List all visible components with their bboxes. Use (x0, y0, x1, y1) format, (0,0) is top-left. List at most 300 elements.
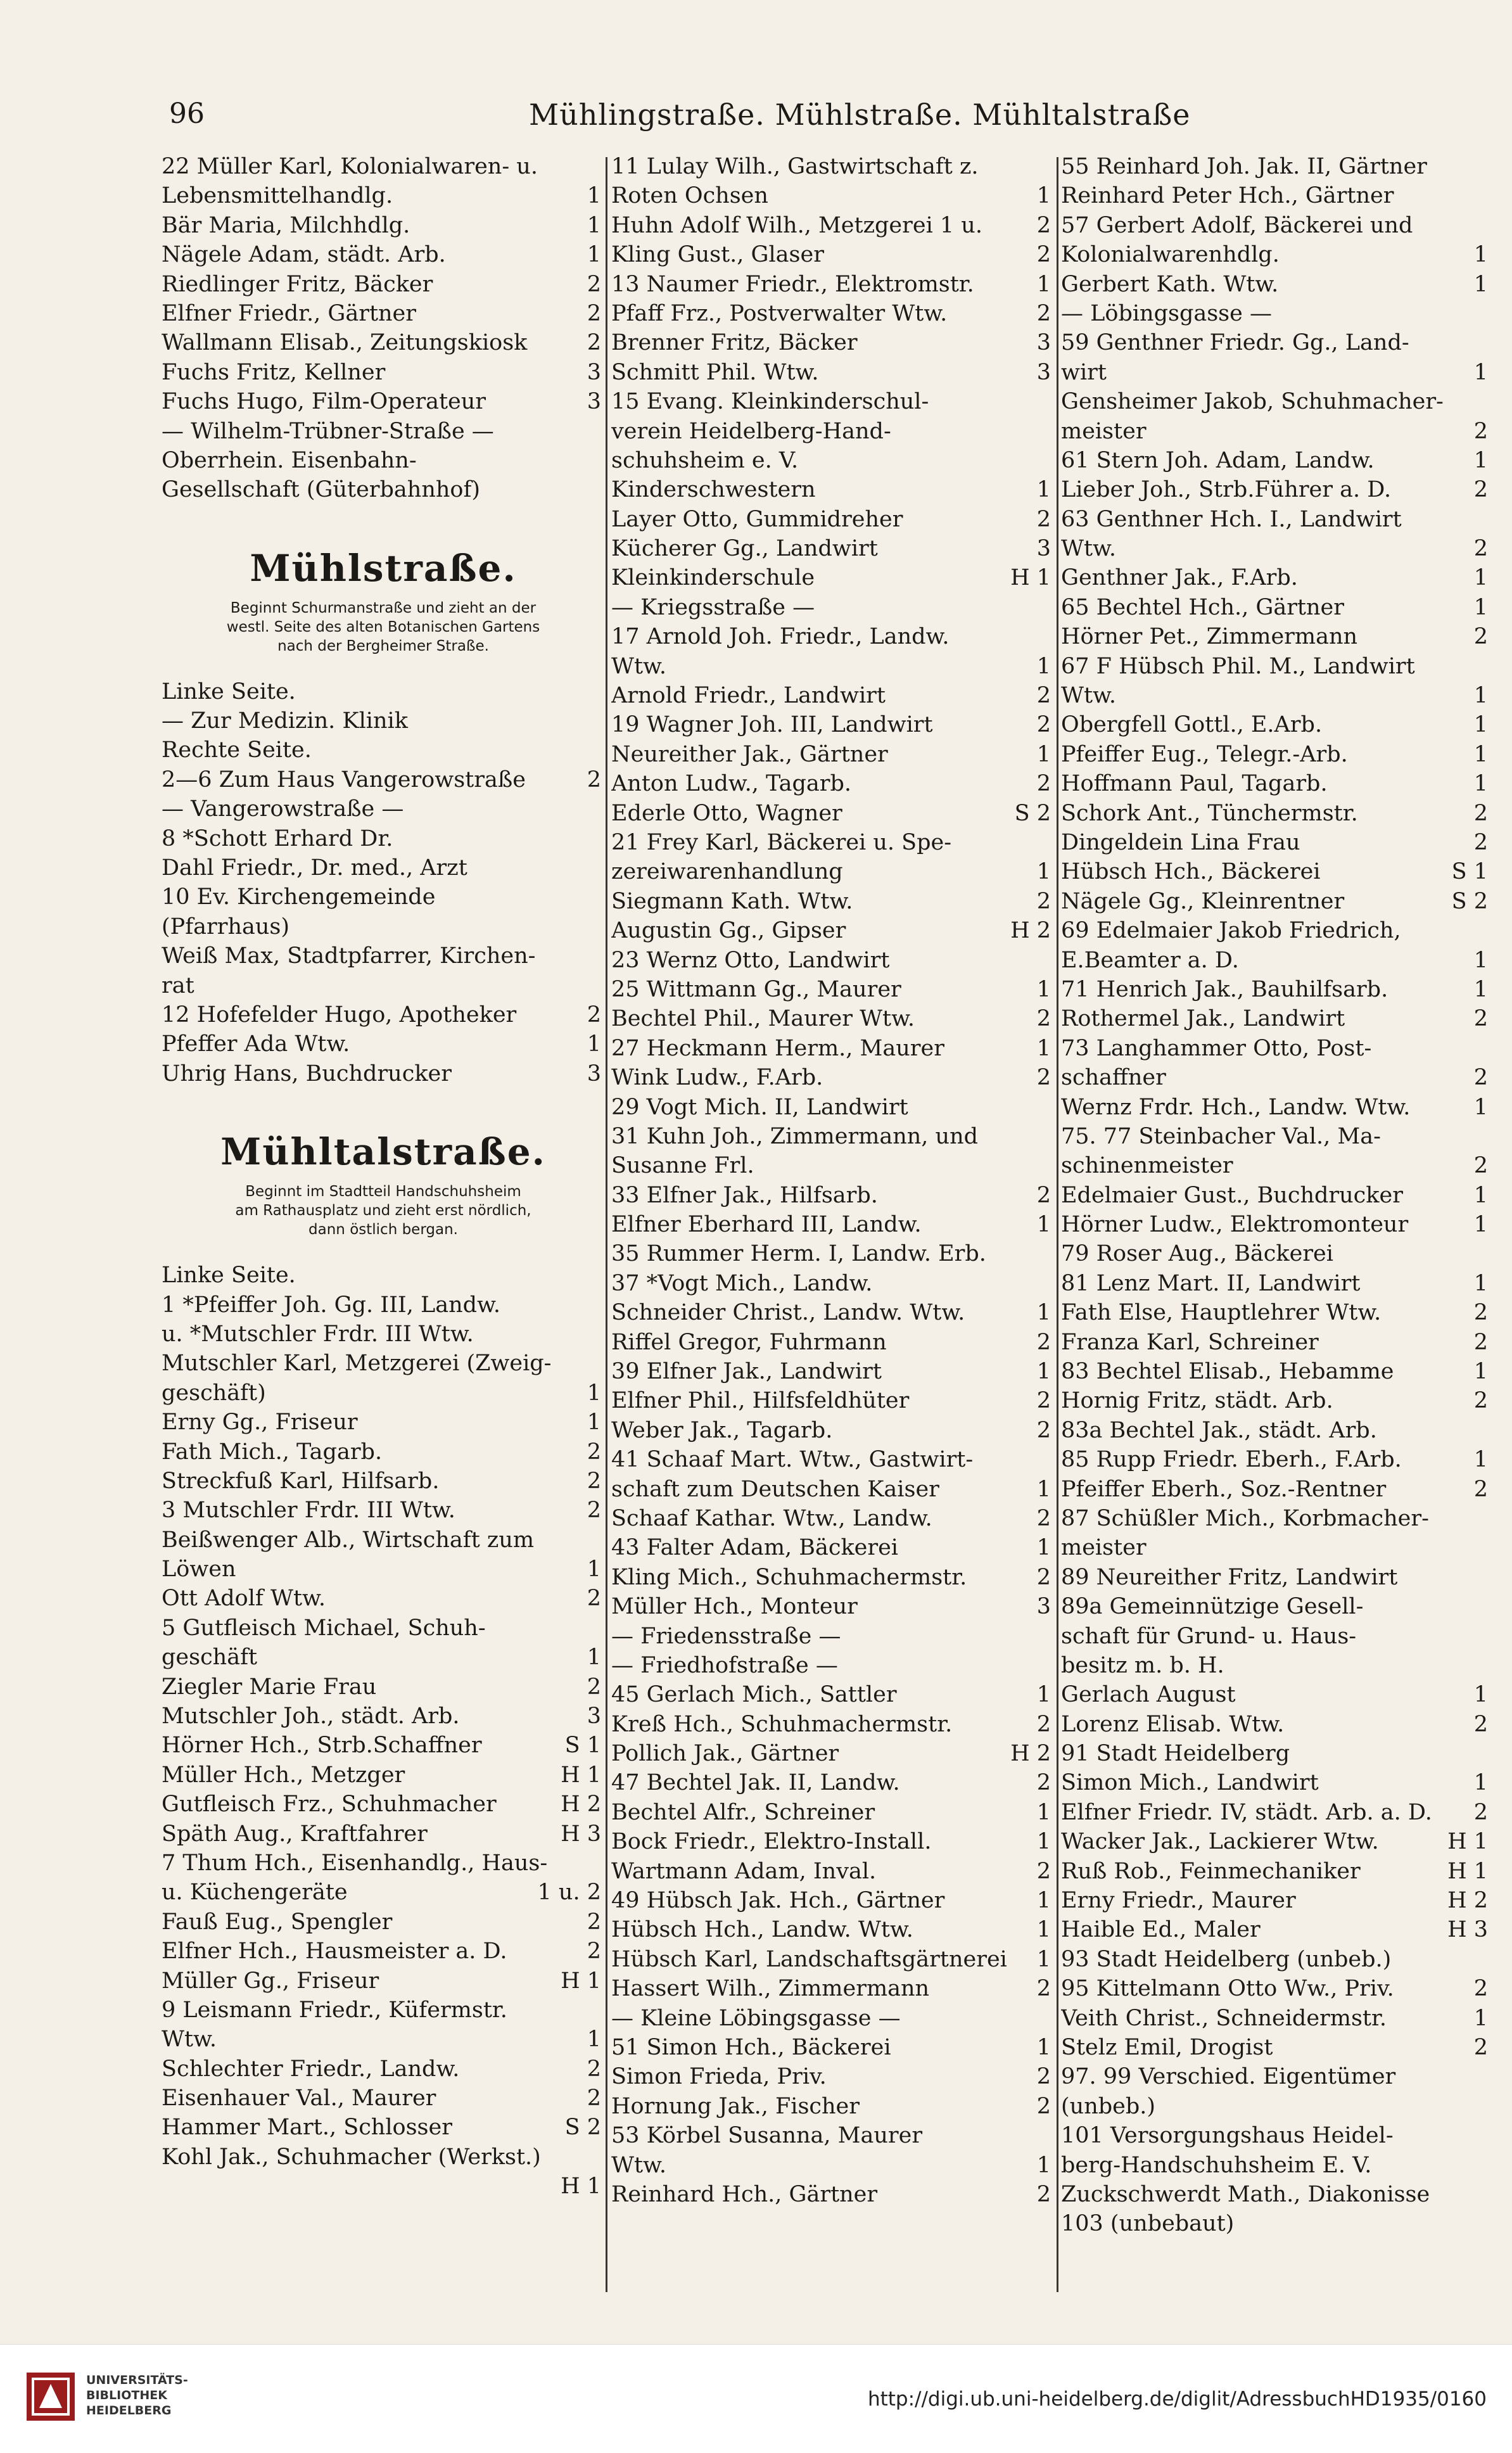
entry-text: 1 *Pfeiffer Joh. Gg. III, Landw. (162, 1292, 500, 1318)
directory-entry (1061, 1827, 1492, 1856)
floor-marker: 1 (587, 183, 601, 209)
directory-entry (1061, 622, 1492, 651)
directory-entry (611, 1739, 1055, 1768)
entry-text: verein Heidelberg-Hand- (611, 418, 891, 444)
entry-text: Löwen (162, 1557, 236, 1583)
directory-entry (1061, 1239, 1492, 1268)
directory-entry (611, 887, 1055, 916)
entry-text: besitz m. b. H. (1061, 1652, 1224, 1678)
directory-entry (1061, 1151, 1492, 1180)
directory-entry (611, 152, 1055, 181)
directory-entry (1061, 1269, 1492, 1298)
directory-entry (611, 799, 1055, 828)
floor-marker: 2 (1036, 1505, 1051, 1531)
floor-marker: 1 (1473, 1359, 1488, 1385)
permalink[interactable]: http://digi.ub.uni-heidelberg.de/diglit/AdressbuchHD1935/0160 (867, 2388, 1487, 2411)
floor-marker: 2 (587, 271, 601, 297)
directory-entry (1061, 1622, 1492, 1651)
floor-marker: 1 (1473, 1447, 1488, 1473)
directory-entry (162, 941, 605, 971)
entry-text: 45 Gerlach Mich., Sattler (611, 1682, 897, 1708)
floor-marker: H 1 (1447, 1829, 1488, 1855)
entry-text: 43 Falter Adam, Bäckerei (611, 1535, 899, 1561)
entry-text: Kling Mich., Schuhmachermstr. (611, 1564, 967, 1590)
floor-marker: 2 (1473, 1065, 1488, 1091)
directory-entry (1061, 916, 1492, 945)
entry-text: 10 Ev. Kirchengemeinde (162, 884, 436, 910)
entry-text: 23 Wernz Otto, Landwirt (611, 947, 890, 973)
directory-entry (611, 1181, 1055, 1210)
entry-text: — Kleine Löbingsgasse — (611, 2005, 901, 2031)
directory-entry (162, 971, 605, 1000)
directory-entry (1061, 2033, 1492, 2062)
entry-text: 33 Elfner Jak., Hilfsarb. (611, 1182, 878, 1208)
entry-text: Brenner Fritz, Bäcker (611, 330, 858, 356)
floor-marker: 3 (587, 1061, 601, 1086)
floor-marker: 2 (1473, 1006, 1488, 1032)
entry-text: Anton Ludw., Tagarb. (611, 771, 852, 797)
floor-marker: 1 (587, 2027, 601, 2053)
floor-marker: 2 (1036, 1564, 1051, 1590)
directory-entry (611, 1857, 1055, 1886)
floor-marker: 1 (1473, 565, 1488, 591)
entry-text: Hörner Hch., Strb.Schaffner (162, 1733, 482, 1759)
floor-marker: 2 (1036, 1711, 1051, 1737)
directory-entry (611, 681, 1055, 710)
entry-text: 7 Thum Hch., Eisenhandlg., Haus- (162, 1850, 548, 1876)
directory-entry (162, 1408, 605, 1437)
directory-entry (1061, 1533, 1492, 1562)
entry-text: 22 Müller Karl, Kolonialwaren- u. (162, 154, 538, 179)
directory-entry (1061, 1328, 1492, 1357)
entry-text: — Zur Medizin. Klinik (162, 708, 408, 734)
directory-entry (611, 975, 1055, 1004)
entry-text: Edelmaier Gust., Buchdrucker (1061, 1182, 1403, 1208)
floor-marker: 2 (1036, 1182, 1051, 1208)
directory-entry (162, 882, 605, 912)
directory-entry (611, 1210, 1055, 1239)
directory-entry (611, 1386, 1055, 1415)
directory-entry (611, 740, 1055, 769)
entry-text: — Kriegsstraße — (611, 594, 815, 620)
street-heading: Mühltalstraße. (220, 1130, 546, 1174)
floor-marker: 1 (1036, 653, 1051, 679)
directory-entry (162, 1526, 605, 1555)
entry-text: 2—6 Zum Haus Vangerowstraße (162, 767, 526, 793)
directory-entry (162, 1349, 605, 1378)
floor-marker: 1 (1473, 359, 1488, 385)
floor-marker: S 2 (564, 2115, 601, 2141)
directory-entry (611, 1886, 1055, 1915)
directory-entry (162, 1849, 605, 1878)
directory-entry (1061, 1768, 1492, 1797)
directory-entry (1061, 1122, 1492, 1151)
entry-text: Weber Jak., Tagarb. (611, 1417, 833, 1443)
entry-text: Layer Otto, Gummidreher (611, 506, 903, 532)
floor-marker: 2 (1036, 300, 1051, 326)
floor-marker: 2 (1473, 477, 1488, 503)
directory-entry (162, 1643, 605, 1672)
floor-marker: H 3 (1447, 1917, 1488, 1943)
entry-text: 21 Frey Karl, Bäckerei u. Spe- (611, 829, 952, 855)
entry-text: Rothermel Jak., Landwirt (1061, 1006, 1345, 1032)
entry-text: Riffel Gregor, Fuhrmann (611, 1329, 887, 1355)
directory-entry (1061, 299, 1492, 328)
directory-entry (1061, 270, 1492, 299)
directory-entry (1061, 1416, 1492, 1445)
floor-marker: H 2 (1010, 918, 1051, 944)
directory-entry (611, 769, 1055, 798)
floor-marker: 1 (1036, 1476, 1051, 1502)
directory-entry (162, 677, 605, 706)
entry-text: Gutfleisch Frz., Schuhmacher (162, 1792, 497, 1818)
directory-entry (1061, 1445, 1492, 1474)
entry-text: Wernz Frdr. Hch., Landw. Wtw. (1061, 1094, 1411, 1120)
entry-text: Hübsch Karl, Landschaftsgärtnerei (611, 1946, 1007, 1972)
floor-marker: 2 (587, 330, 601, 356)
floor-marker: 1 (1036, 2152, 1051, 2178)
entry-text: 85 Rupp Friedr. Eberh., F.Arb. (1061, 1447, 1402, 1473)
entry-text: 5 Gutfleisch Michael, Schuh- (162, 1615, 486, 1641)
entry-text: Bechtel Alfr., Schreiner (611, 1799, 875, 1825)
entry-text: Simon Mich., Landwirt (1061, 1770, 1319, 1796)
entry-text: Wink Ludw., F.Arb. (611, 1065, 823, 1091)
directory-entry (611, 1710, 1055, 1739)
directory-entry (1061, 1680, 1492, 1709)
entry-text: 47 Bechtel Jak. II, Landw. (611, 1770, 900, 1796)
directory-entry (1061, 1063, 1492, 1092)
entry-text: Ziegler Marie Frau (162, 1674, 377, 1700)
directory-entry (611, 1034, 1055, 1063)
entry-text: Reinhard Peter Hch., Gärtner (1061, 183, 1394, 209)
directory-entry (1061, 1915, 1492, 1944)
entry-text: Hübsch Hch., Landw. Wtw. (611, 1917, 913, 1943)
directory-entry (611, 1269, 1055, 1298)
directory-entry (611, 1416, 1055, 1445)
floor-marker: 2 (587, 1939, 601, 1965)
directory-entry (1061, 328, 1492, 357)
directory-entry (1061, 181, 1492, 210)
entry-text: Reinhard Hch., Gärtner (611, 2181, 878, 2207)
directory-entry (1061, 769, 1492, 798)
floor-marker: 3 (587, 389, 601, 415)
spacer (162, 505, 605, 526)
directory-entry (611, 2062, 1055, 2091)
directory-entry (1061, 652, 1492, 681)
entry-text: Obergfell Gottl., E.Arb. (1061, 712, 1323, 738)
entry-text: 71 Henrich Jak., Bauhilfsarb. (1061, 976, 1388, 1002)
floor-marker: 2 (1036, 1976, 1051, 2002)
entry-text: — Friedensstraße — (611, 1623, 841, 1649)
directory-entry (611, 857, 1055, 886)
street-description: Beginnt Schurmanstraße und zieht an der (230, 599, 537, 616)
entry-text: Linke Seite. (162, 1263, 296, 1289)
street-description: dann östlich bergan. (308, 1221, 458, 1239)
floor-marker: 1 u. 2 (537, 1880, 601, 1906)
entry-text: Erny Gg., Friseur (162, 1410, 358, 1436)
library-name-line: UNIVERSITÄTS- (86, 2373, 188, 2387)
floor-marker: 2 (587, 1586, 601, 1612)
directory-entry (162, 706, 605, 736)
directory-entry (1061, 1475, 1492, 1504)
directory-entry (1061, 2004, 1492, 2033)
directory-entry (1061, 1592, 1492, 1621)
directory-entry (162, 1702, 605, 1731)
floor-marker: 1 (587, 1031, 601, 1057)
floor-marker: 1 (1473, 1212, 1488, 1238)
directory-entry (162, 1261, 605, 1290)
directory-entry (611, 1680, 1055, 1709)
entry-text: Simon Frieda, Priv. (611, 2064, 827, 2090)
entry-text: Wartmann Adam, Inval. (611, 1858, 877, 1884)
directory-entry (162, 912, 605, 941)
entry-text: berg-Handschuhsheim E. V. (1061, 2152, 1372, 2178)
entry-text: 73 Langhammer Otto, Post- (1061, 1035, 1372, 1061)
directory-entry (1061, 152, 1492, 181)
library-seal-icon (25, 2371, 76, 2422)
directory-entry (1061, 1386, 1492, 1415)
directory-entry (1061, 2062, 1492, 2091)
floor-marker: 1 (587, 1645, 601, 1671)
floor-marker: 1 (1036, 1035, 1051, 1061)
entry-text: Oberrhein. Eisenbahn- (162, 447, 417, 473)
entry-text: Rechte Seite. (162, 737, 312, 763)
floor-marker: 2 (1036, 1329, 1051, 1355)
entry-text: Susanne Frl. (611, 1153, 754, 1179)
floor-marker: 1 (1473, 976, 1488, 1002)
directory-entry (162, 475, 605, 504)
entry-text: 27 Heckmann Herm., Maurer (611, 1035, 944, 1061)
floor-marker: 1 (1036, 1946, 1051, 1972)
directory-entry (162, 358, 605, 387)
floor-marker: 1 (1473, 1682, 1488, 1708)
entry-text: Wtw. (1061, 536, 1116, 562)
entry-text: — Vangerowstraße — (162, 796, 404, 822)
directory-entry (162, 1000, 605, 1029)
entry-text: 93 Stadt Heidelberg (unbeb.) (1061, 1946, 1392, 1972)
entry-text: 89 Neureither Fritz, Landwirt (1061, 1564, 1398, 1590)
directory-entry (1061, 1739, 1492, 1768)
entry-text: Genthner Jak., F.Arb. (1061, 565, 1298, 591)
floor-marker: 3 (1036, 330, 1051, 356)
floor-marker: 1 (1473, 242, 1488, 268)
entry-text: 25 Wittmann Gg., Maurer (611, 976, 901, 1002)
page-header (162, 94, 1441, 144)
entry-text: Haible Ed., Maler (1061, 1917, 1261, 1943)
entry-text: — Friedhofstraße — (611, 1652, 838, 1678)
directory-entry (162, 1320, 605, 1349)
entry-text: 97. 99 Verschied. Eigentümer (1061, 2064, 1396, 2090)
entry-text: schaft zum Deutschen Kaiser (611, 1476, 939, 1502)
floor-marker: H 1 (561, 1968, 601, 1994)
entry-text: u. Küchengeräte (162, 1880, 348, 1906)
directory-entry (1061, 887, 1492, 916)
floor-marker: 1 (1473, 947, 1488, 973)
directory-entry (162, 1819, 605, 1849)
directory-entry (1061, 710, 1492, 739)
floor-marker: 2 (587, 1468, 601, 1494)
entry-text: — Löbingsgasse — (1061, 300, 1272, 326)
floor-marker: 1 (1473, 683, 1488, 709)
directory-entry (611, 1974, 1055, 2003)
directory-entry (1061, 799, 1492, 828)
directory-entry (611, 1798, 1055, 1827)
directory-entry (611, 1357, 1055, 1386)
floor-marker: 2 (1473, 829, 1488, 855)
directory-entry (1061, 2121, 1492, 2150)
entry-text: 91 Stadt Heidelberg (1061, 1741, 1290, 1767)
directory-entry (162, 1496, 605, 1525)
directory-entry (611, 446, 1055, 475)
directory-entry (1061, 1504, 1492, 1533)
directory-entry (162, 2055, 605, 2084)
entry-text: Fuchs Hugo, Film-Operateur (162, 389, 486, 415)
directory-entry (162, 2113, 605, 2142)
entry-text: Bär Maria, Milchhdlg. (162, 212, 410, 238)
directory-entry (162, 765, 605, 794)
directory-entry (1061, 1945, 1492, 1974)
floor-marker: 2 (587, 300, 601, 326)
entry-text: Hassert Wilh., Zimmermann (611, 1976, 930, 2002)
directory-entry (1061, 1798, 1492, 1827)
directory-entry (162, 299, 605, 328)
directory-entry (1061, 857, 1492, 886)
entry-text: Ott Adolf Wtw. (162, 1586, 326, 1612)
directory-entry (162, 1996, 605, 2025)
entry-text: schinenmeister (1061, 1153, 1233, 1179)
directory-entry (611, 1239, 1055, 1268)
floor-marker: 1 (1036, 183, 1051, 209)
directory-entry (1061, 563, 1492, 592)
entry-text: — Wilhelm-Trübner-Straße — (162, 418, 494, 444)
floor-marker: H 2 (1447, 1888, 1488, 1914)
floor-marker: 1 (1473, 2005, 1488, 2031)
directory-entry (1061, 828, 1492, 857)
directory-entry (611, 1151, 1055, 1180)
entry-text: Hornig Fritz, städt. Arb. (1061, 1388, 1333, 1414)
entry-text: Wtw. (162, 2027, 217, 2053)
street-heading: Mühlstraße. (250, 546, 517, 590)
entry-text: Wtw. (1061, 683, 1116, 709)
entry-text: Hübsch Hch., Bäckerei (1061, 859, 1321, 885)
directory-entry (611, 1445, 1055, 1474)
directory-entry (1061, 1651, 1492, 1680)
library-logo[interactable] (25, 2369, 215, 2426)
directory-entry (1061, 240, 1492, 269)
entry-text: Kling Gust., Glaser (611, 242, 824, 268)
floor-marker: 2 (1036, 1006, 1051, 1032)
directory-entry (611, 1328, 1055, 1357)
directory-entry (162, 387, 605, 416)
floor-marker: 3 (1036, 536, 1051, 562)
entry-text: 95 Kittelmann Otto Ww., Priv. (1061, 1976, 1394, 2002)
directory-entry (1061, 2209, 1492, 2238)
entry-text: 3 Mutschler Frdr. III Wtw. (162, 1498, 455, 1524)
directory-entry (1061, 1710, 1492, 1739)
entry-text: Schmitt Phil. Wtw. (611, 359, 819, 385)
entry-text: Eisenhauer Val., Maurer (162, 2086, 436, 2112)
entry-text: Mutschler Karl, Metzgerei (Zweig- (162, 1351, 552, 1377)
entry-text: 49 Hübsch Jak. Hch., Gärtner (611, 1888, 945, 1914)
directory-entry (162, 1467, 605, 1496)
directory-entry (1061, 1034, 1492, 1063)
floor-marker: 1 (1473, 741, 1488, 767)
entry-text: E.Beamter a. D. (1061, 947, 1239, 973)
entry-text: 101 Versorgungshaus Heidel- (1061, 2123, 1394, 2149)
entry-text: Nägele Adam, städt. Arb. (162, 242, 446, 268)
directory-column-left (162, 152, 605, 2293)
floor-marker: 2 (1473, 1711, 1488, 1737)
floor-marker: H 1 (1447, 1858, 1488, 1884)
street-description: am Rathausplatz und zieht erst nördlich, (235, 1202, 531, 1220)
directory-entry (611, 270, 1055, 299)
directory-entry (611, 1622, 1055, 1651)
entry-text: Beißwenger Alb., Wirtschaft zum (162, 1527, 535, 1553)
directory-entry (162, 1908, 605, 1937)
entry-text: 11 Lulay Wilh., Gastwirtschaft z. (611, 154, 979, 179)
directory-entry (162, 1584, 605, 1613)
directory-entry (611, 946, 1055, 975)
entry-text: Ederle Otto, Wagner (611, 800, 842, 826)
entry-text: Kinderschwestern (611, 477, 816, 503)
directory-entry (611, 1563, 1055, 1592)
floor-marker: 1 (1473, 594, 1488, 620)
directory-entry (1061, 740, 1492, 769)
entry-text: 75. 77 Steinbacher Val., Ma- (1061, 1123, 1381, 1149)
entry-text: Uhrig Hans, Buchdrucker (162, 1061, 452, 1086)
spacer (162, 1239, 605, 1261)
directory-entry (611, 1651, 1055, 1680)
directory-entry (611, 1945, 1055, 1974)
floor-marker: S 1 (564, 1733, 601, 1759)
floor-marker: 2 (587, 2086, 601, 2112)
entry-text: Linke Seite. (162, 679, 296, 704)
floor-marker: 1 (1473, 447, 1488, 473)
directory-entry (162, 1672, 605, 1702)
directory-entry (162, 1555, 605, 1584)
floor-marker: H 2 (561, 1792, 601, 1818)
directory-entry (611, 1592, 1055, 1621)
entry-text: Wtw. (611, 2152, 666, 2178)
entry-text: 59 Genthner Friedr. Gg., Land- (1061, 330, 1409, 356)
directory-entry (162, 240, 605, 269)
entry-text: Nägele Gg., Kleinrentner (1061, 888, 1345, 914)
entry-text: Siegmann Kath. Wtw. (611, 888, 853, 914)
directory-entry (611, 475, 1055, 504)
entry-text: Riedlinger Fritz, Bäcker (162, 271, 433, 297)
directory-entry (162, 1731, 605, 1760)
entry-text: 9 Leismann Friedr., Küfermstr. (162, 1997, 507, 2023)
entry-text: Roten Ochsen (611, 183, 768, 209)
floor-marker: 2 (1473, 536, 1488, 562)
directory-entry (162, 446, 605, 475)
floor-marker: 2 (587, 1439, 601, 1465)
floor-marker: 2 (1473, 1329, 1488, 1355)
entry-text: 19 Wagner Joh. III, Landwirt (611, 712, 933, 738)
entry-text: 61 Stern Joh. Adam, Landw. (1061, 447, 1375, 473)
directory-entry (162, 270, 605, 299)
floor-marker: 1 (1036, 859, 1051, 885)
entry-text: Veith Christ., Schneidermstr. (1061, 2005, 1387, 2031)
directory-entry (611, 1915, 1055, 1944)
entry-text: Elfner Eberhard III, Landw. (611, 1212, 922, 1238)
entry-text: 57 Gerbert Adolf, Bäckerei und (1061, 212, 1413, 238)
directory-entry (162, 1937, 605, 1966)
floor-marker: 2 (1473, 1388, 1488, 1414)
floor-marker: 1 (587, 1380, 601, 1406)
floor-marker: H 2 (1010, 1741, 1051, 1767)
entry-text: Gesellschaft (Güterbahnhof) (162, 477, 481, 503)
